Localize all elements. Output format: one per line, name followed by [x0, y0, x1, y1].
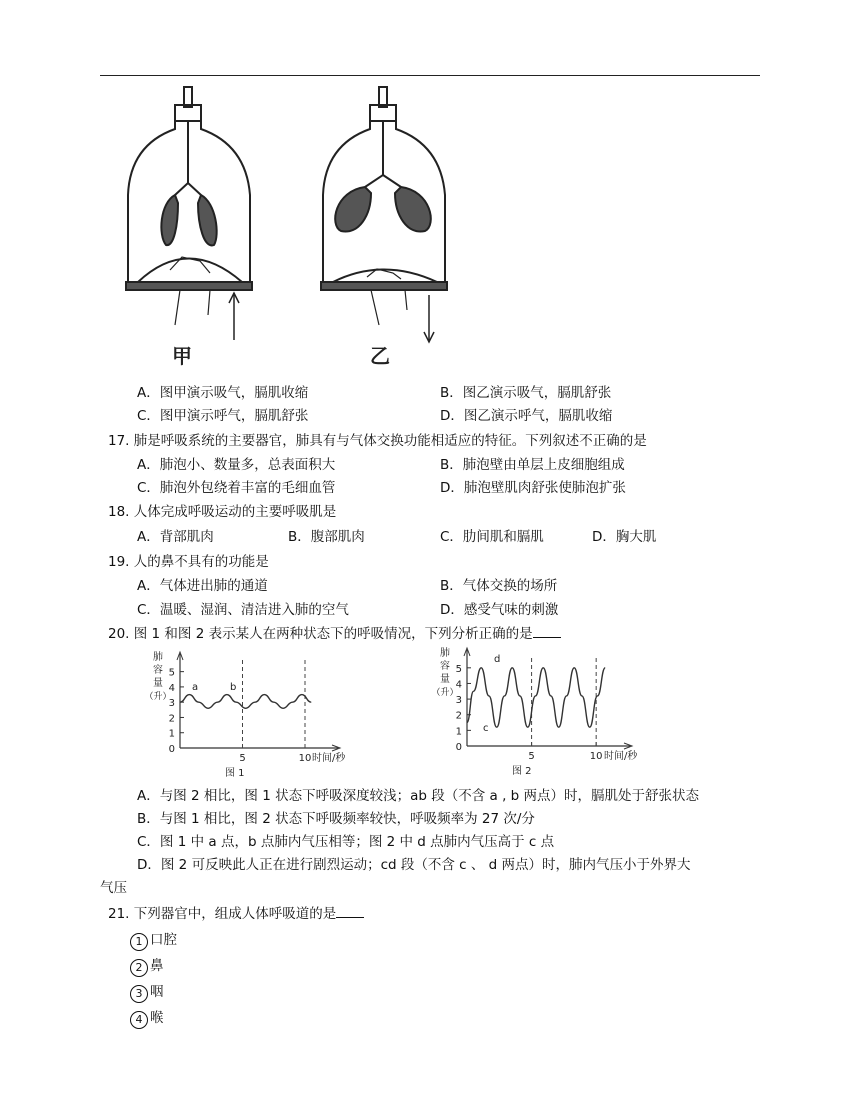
q20-stem: 20. 图 1 和图 2 表示某人在两种状态下的呼吸情况，下列分析正确的是	[108, 626, 533, 642]
y-axis-label: 肺	[440, 648, 450, 659]
chart-figure-1	[135, 648, 350, 783]
circled-number: 3	[130, 985, 148, 1003]
q19-option-c: C．温暖、湿润、清洁进入肺的空气	[137, 602, 349, 618]
q21-item-text: 口腔	[150, 932, 177, 948]
q18-option-a: A．背部肌肉	[137, 529, 214, 545]
series-line	[180, 695, 311, 709]
q19-option-d: D．感受气味的刺激	[440, 602, 559, 618]
x-tick-label: 5	[239, 753, 246, 764]
y-axis-label: （升）	[144, 692, 172, 702]
point-label: a	[192, 682, 199, 693]
chart-title: 图 1	[225, 768, 245, 779]
q17-stem: 17. 肺是呼吸系统的主要器官，肺具有与气体交换功能相适应的特征。下列叙述不正确的是	[108, 433, 647, 449]
y-tick-label: 4	[455, 679, 462, 691]
q21-stem: 21. 下列器官中，组成人体呼吸道的是	[108, 906, 337, 922]
q21-item-text: 咽	[150, 984, 164, 1000]
y-tick-label: 0	[455, 742, 462, 753]
series-line	[467, 668, 605, 727]
q17-option-b: B．肺泡壁由单层上皮细胞组成	[440, 457, 625, 473]
bell-jar-left	[126, 87, 252, 340]
point-label: b	[230, 682, 237, 693]
y-tick-label: 2	[455, 710, 462, 722]
circled-number: 4	[130, 1011, 148, 1029]
y-tick-label: 2	[168, 713, 175, 725]
point-label: c	[483, 723, 489, 734]
chart-figure-2	[425, 646, 650, 783]
bell-jar-right	[321, 87, 447, 342]
y-tick-label: 0	[168, 744, 175, 755]
circled-number: 2	[130, 959, 148, 977]
q20-option-a: A．与图 2 相比，图 1 状态下呼吸深度较浅；ab 段（不含 a , b 两点）时，膈肌处于舒张状态	[137, 788, 700, 804]
bell-left-label: 甲	[172, 344, 192, 368]
q16-option-b: B．图乙演示吸气，膈肌舒张	[440, 385, 612, 401]
q21-stem-line	[108, 902, 364, 922]
q19-stem: 19. 人的鼻不具有的功能是	[108, 554, 269, 570]
q20-option-c: C．图 1 中 a 点，b 点肺内气压相等；图 2 中 d 点肺内气压高于 c 点	[137, 834, 555, 850]
y-tick-label: 5	[455, 663, 462, 675]
chart-title: 图 2	[512, 766, 532, 777]
point-label: d	[494, 654, 501, 665]
y-tick-label: 5	[168, 667, 175, 679]
q20-option-d-line2: 气压	[100, 880, 127, 896]
q21-item	[130, 1006, 164, 1029]
q18-stem: 18. 人体完成呼吸运动的主要呼吸肌是	[108, 504, 337, 520]
q21-item	[130, 954, 164, 977]
q16-option-a: A．图甲演示吸气，膈肌收缩	[137, 385, 309, 401]
q19-option-b: B．气体交换的场所	[440, 578, 558, 594]
x-axis-label: 时间/秒	[604, 751, 638, 762]
y-tick-label: 3	[455, 695, 462, 707]
answer-blank	[533, 625, 561, 638]
y-tick-label: 4	[168, 682, 175, 694]
bell-jar-figure	[120, 85, 450, 370]
circled-number: 1	[130, 933, 148, 951]
y-axis-label: 量	[440, 674, 450, 685]
x-tick-label: 5	[528, 751, 535, 762]
y-axis-label: （升）	[431, 688, 459, 698]
x-tick-label: 10	[589, 751, 603, 762]
q20-option-d-line1: D．图 2 可反映此人正在进行剧烈运动；cd 段（不含 c 、 d 两点）时，肺内气压小于外界大	[137, 857, 691, 873]
q20-stem-line	[108, 622, 561, 642]
q18-option-d: D．胸大肌	[592, 529, 657, 545]
q17-option-a: A．肺泡小、数量多，总表面积大	[137, 457, 336, 473]
q21-item	[130, 928, 177, 951]
x-axis-label: 时间/秒	[312, 753, 346, 764]
q21-item-text: 鼻	[150, 958, 164, 974]
q21-item-text: 喉	[150, 1010, 164, 1026]
q16-option-d: D．图乙演示呼气，膈肌收缩	[440, 408, 613, 424]
y-axis-label: 容	[153, 665, 163, 676]
q19-option-a: A．气体进出肺的通道	[137, 578, 268, 594]
y-tick-label: 1	[168, 728, 175, 740]
y-tick-label: 1	[455, 726, 462, 738]
y-axis-label: 量	[153, 678, 163, 689]
q16-option-c: C．图甲演示呼气，膈肌舒张	[137, 408, 309, 424]
bell-right-label: 乙	[370, 344, 390, 368]
q18-option-b: B．腹部肌肉	[288, 529, 365, 545]
q17-option-c: C．肺泡外包绕着丰富的毛细血管	[137, 480, 336, 496]
y-tick-label: 3	[168, 698, 175, 710]
q20-option-b: B．与图 1 相比，图 2 状态下呼吸频率较快，呼吸频率为 27 次/分	[137, 811, 535, 827]
header-rule	[100, 75, 760, 76]
q18-option-c: C．肋间肌和膈肌	[440, 529, 544, 545]
answer-blank	[336, 905, 364, 918]
y-axis-label: 肺	[153, 652, 163, 663]
q21-item	[130, 980, 164, 1003]
y-axis-label: 容	[440, 661, 450, 672]
x-tick-label: 10	[298, 753, 312, 764]
q17-option-d: D．肺泡壁肌肉舒张使肺泡扩张	[440, 480, 626, 496]
